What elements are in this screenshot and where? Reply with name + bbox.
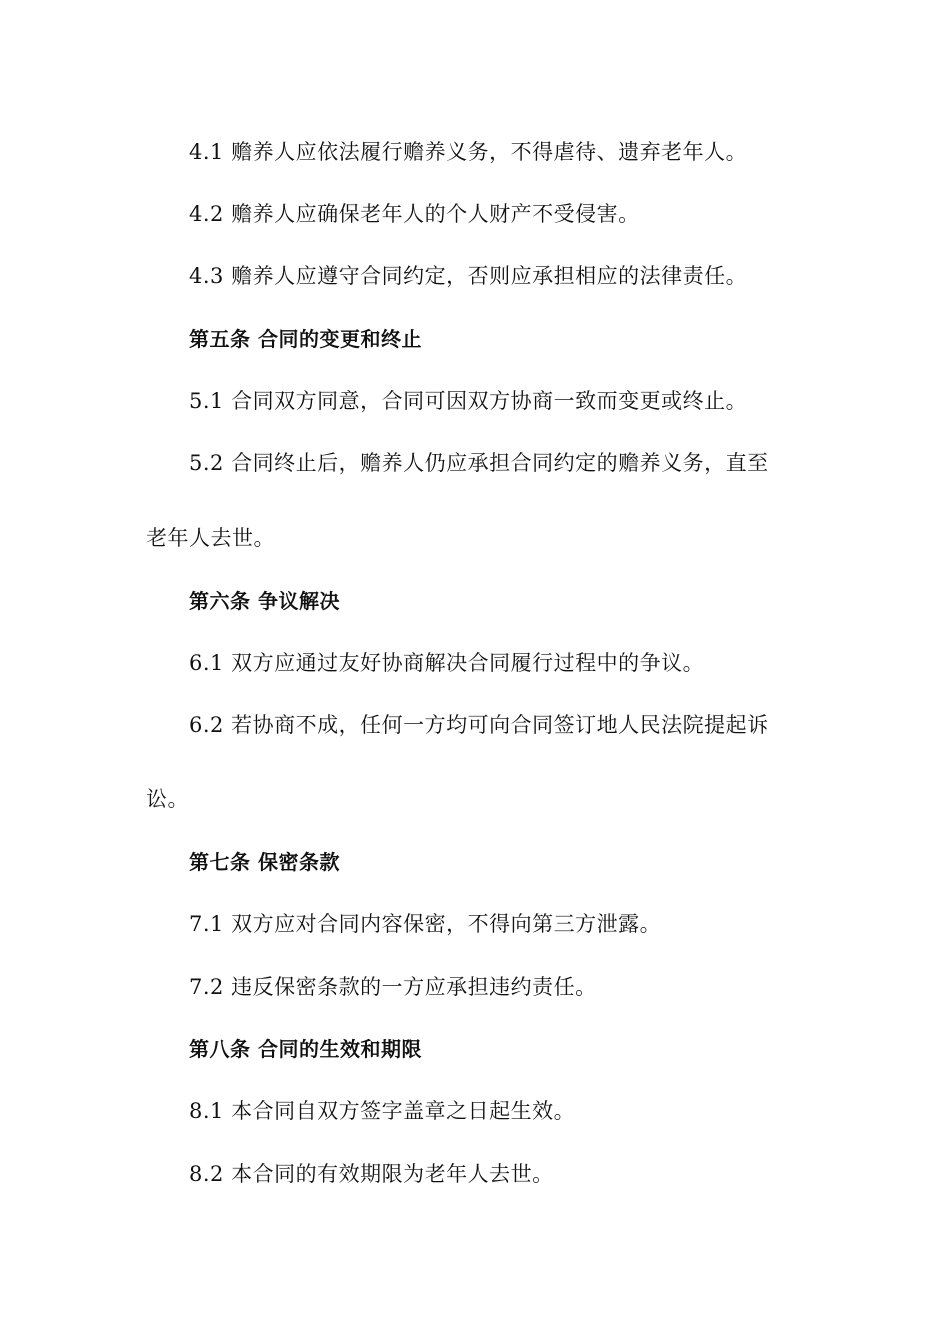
article-5-heading: 第五条 合同的变更和终止 bbox=[189, 327, 422, 351]
clause-6-1: 6.1 双方应通过友好协商解决合同履行过程中的争议。 bbox=[189, 651, 705, 675]
article-7-heading: 第七条 保密条款 bbox=[189, 850, 340, 874]
clause-4-2: 4.2 赡养人应确保老年人的个人财产不受侵害。 bbox=[189, 202, 640, 226]
clause-7-2: 7.2 违反保密条款的一方应承担违约责任。 bbox=[189, 975, 597, 999]
clause-6-2-line1: 6.2 若协商不成，任何一方均可向合同签订地人民法院提起诉 bbox=[189, 713, 769, 737]
clause-4-3: 4.3 赡养人应遵守合同约定，否则应承担相应的法律责任。 bbox=[189, 264, 748, 288]
article-6-heading: 第六条 争议解决 bbox=[189, 589, 340, 613]
clause-8-2: 8.2 本合同的有效期限为老年人去世。 bbox=[189, 1162, 554, 1186]
clause-6-2-line2: 讼。 bbox=[146, 787, 189, 811]
clause-7-1: 7.1 双方应对合同内容保密，不得向第三方泄露。 bbox=[189, 912, 662, 936]
article-8-heading: 第八条 合同的生效和期限 bbox=[189, 1037, 422, 1061]
clause-5-1: 5.1 合同双方同意，合同可因双方协商一致而变更或终止。 bbox=[189, 389, 748, 413]
clause-5-2-line2: 老年人去世。 bbox=[146, 526, 275, 550]
clause-4-1: 4.1 赡养人应依法履行赡养义务，不得虐待、遗弃老年人。 bbox=[189, 140, 748, 164]
clause-8-1: 8.1 本合同自双方签字盖章之日起生效。 bbox=[189, 1099, 576, 1123]
clause-5-2-line1: 5.2 合同终止后，赡养人仍应承担合同约定的赡养义务，直至 bbox=[189, 451, 769, 475]
